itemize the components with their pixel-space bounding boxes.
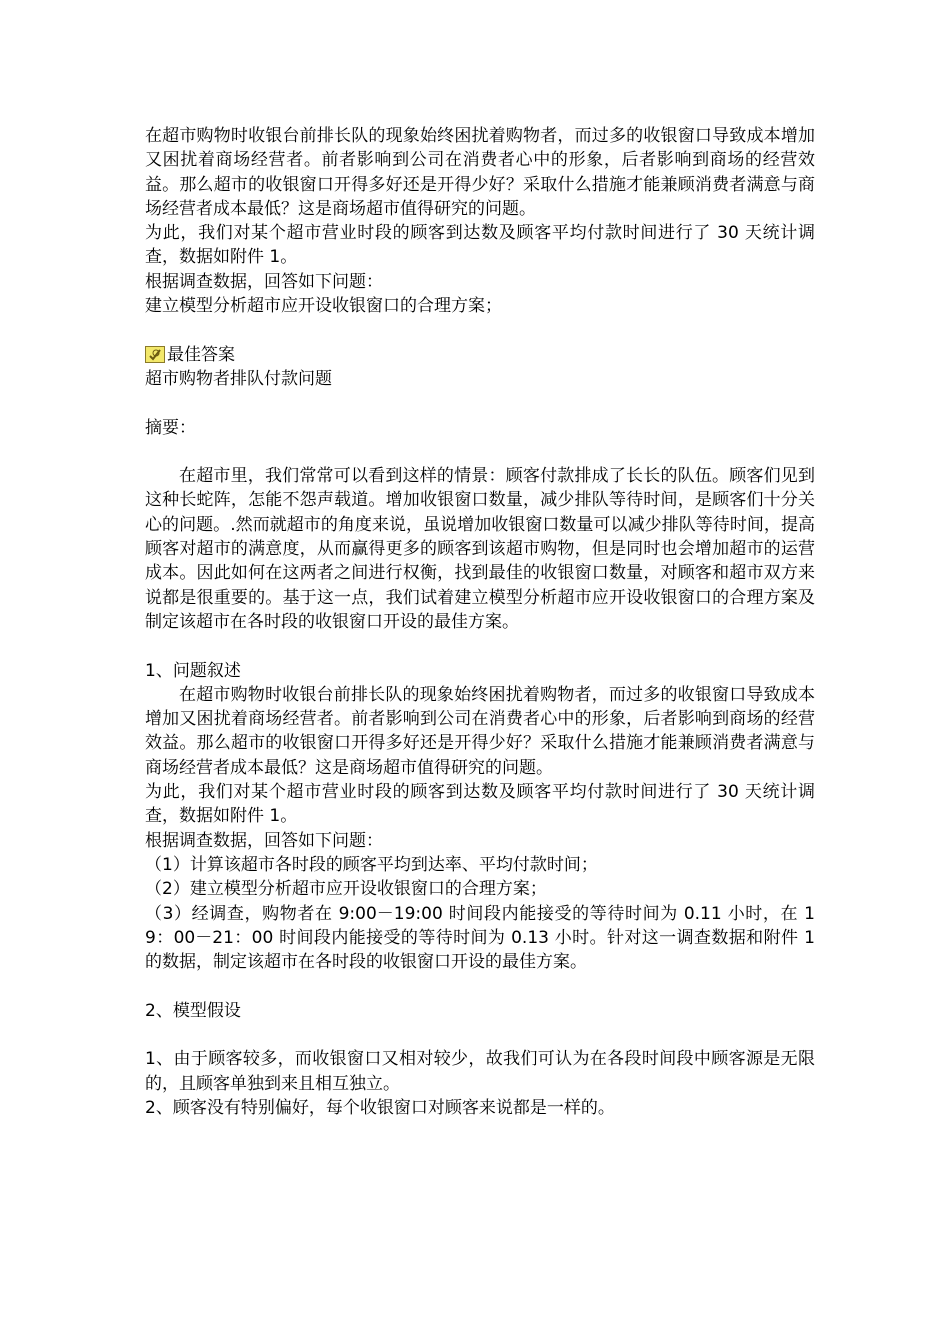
abstract-heading: 摘要： bbox=[145, 417, 196, 438]
section2-item-1: 1、由于顾客较多，而收银窗口又相对较少，故我们可认为在各段时间段中顾客源是无限的，且顾客单独到来且相互独立。 bbox=[145, 1049, 815, 1094]
spacer bbox=[145, 318, 815, 342]
question-paragraph-1: 在超市购物时收银台前排长队的现象始终困扰着购物者，而过多的收银窗口导致成本增加又困扰着商场经营者。前者影响到公司在消费者心中的形象，后者影响到商场的经营效益。那么超市的收银窗口开得多好还是开得少好？采取什么措施才能兼顾消费者满意与商场经营者成本最低？这是商场超市值得研究的问题。 bbox=[145, 126, 815, 219]
question-paragraph-2: 为此，我们对某个超市营业时段的顾客到达数及顾客平均付款时间进行了 30 天统计调查，数据如附件 1。 bbox=[145, 223, 815, 268]
spacer bbox=[145, 391, 815, 415]
question-paragraph-4: 建立模型分析超市应开设收银窗口的合理方案； bbox=[145, 296, 502, 317]
document-body bbox=[145, 124, 815, 1120]
best-answer-label: 最佳答案 bbox=[167, 344, 235, 365]
section1-intro: 在超市购物时收银台前排长队的现象始终困扰着购物者，而过多的收银窗口导致成本增加又困扰着商场经营者。前者影响到公司在消费者心中的形象，后者影响到商场的经营效益。那么超市的收银窗口开得多好还是开得少好？采取什么措施才能兼顾消费者满意与商场经营者成本最低？这是商场超市值得研究的问题。 bbox=[145, 684, 815, 778]
section1-item-1: （1）计算该超市各时段的顾客平均到达率、平均付款时间； bbox=[145, 854, 598, 875]
abstract-text: 在超市里，我们常常可以看到这样的情景：顾客付款排成了长长的队伍。顾客们见到这种长蛇阵，怎能不怨声载道。增加收银窗口数量，减少排队等待时间，是顾客们十分关心的问题。.然而就超市的角度来说，虽说增加收银窗口数量可以减少排队等待时间，提高顾客对超市的满意度，从而赢得更多的顾客到该超市购物，但是同时也会增加超市的运营成本。因此如何在这两者之间进行权衡，找到最佳的收银窗口数量，对顾客和超市双方来说都是很重要的。基于这一点，我们试着建立模型分析超市应开设收银窗口的合理方案及制定该超市在各时段的收银窗口开设的最佳方案。 bbox=[145, 466, 815, 632]
question-paragraph-3: 根据调查数据，回答如下问题： bbox=[145, 271, 383, 292]
spacer bbox=[145, 440, 815, 464]
spacer bbox=[145, 634, 815, 658]
section1-survey: 为此，我们对某个超市营业时段的顾客到达数及顾客平均付款时间进行了 30 天统计调查，数据如附件 1。 bbox=[145, 782, 815, 827]
best-answer-header bbox=[145, 343, 815, 367]
section1-heading: 1、问题叙述 bbox=[145, 660, 241, 681]
section2-heading: 2、模型假设 bbox=[145, 1000, 241, 1021]
section1-prompt: 根据调查数据，回答如下问题： bbox=[145, 830, 383, 851]
section1-item-3: （3）经调查，购物者在 9:00－19:00 时间段内能接受的等待时间为 0.11 小时，在 19：00－21：00 时间段内能接受的等待时间为 0.13 小时。针对这一调查数据和附件 1 的数据，制定该超市在各时段的收银窗口开设的最佳方案。 bbox=[145, 903, 815, 973]
section2-item-2: 2、顾客没有特别偏好，每个收银窗口对顾客来说都是一样的。 bbox=[145, 1097, 615, 1118]
section1-item-2: （2）建立模型分析超市应开设收银窗口的合理方案； bbox=[145, 879, 547, 900]
answer-title: 超市购物者排队付款问题 bbox=[145, 368, 332, 389]
spacer bbox=[145, 974, 815, 998]
spacer bbox=[145, 1023, 815, 1047]
best-answer-icon bbox=[145, 346, 165, 363]
